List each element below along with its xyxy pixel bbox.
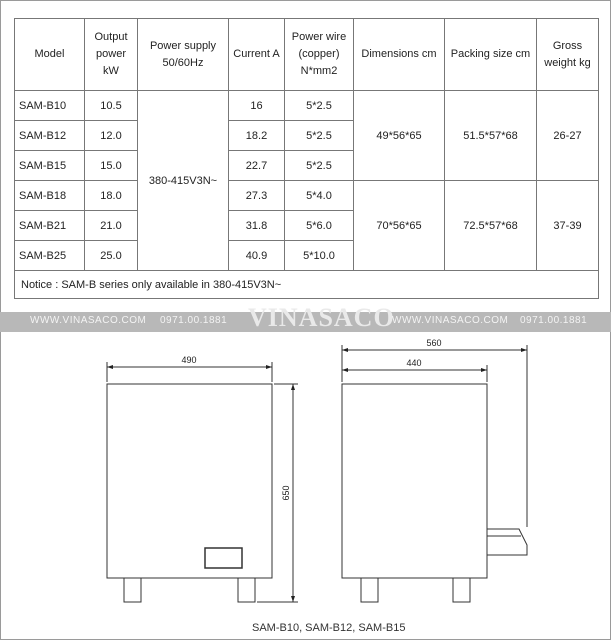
watermark-logo: VINASACO [248,303,395,332]
header-model: Model [15,19,85,91]
watermark-phone: 0971.00.1881 [160,315,228,326]
table-row [15,181,599,211]
cell-weight: 37-39 [537,181,599,271]
cell-output: 12.0 [85,121,138,151]
cell-current: 22.7 [229,151,285,181]
front-left-leg [124,578,141,602]
header-packing: Packing size cm [445,19,537,91]
cell-model: SAM-B12 [15,121,85,151]
drawing-caption: SAM-B10, SAM-B12, SAM-B15 [252,622,406,634]
cell-current: 31.8 [229,211,285,241]
cell-wire: 5*2.5 [285,91,354,121]
cell-model: SAM-B18 [15,181,85,211]
notice-row [15,271,599,299]
side-cabinet-body [342,384,487,578]
header-weight: Gross weight kg [537,19,599,91]
cell-output: 18.0 [85,181,138,211]
cell-current: 40.9 [229,241,285,271]
cell-packing: 72.5*57*68 [445,181,537,271]
cell-current: 16 [229,91,285,121]
side-overall-label: 560 [426,338,442,348]
cell-current: 18.2 [229,121,285,151]
cell-wire: 5*6.0 [285,211,354,241]
cell-model: SAM-B21 [15,211,85,241]
header-current: Current A [229,19,285,91]
front-right-leg [238,578,255,602]
header-power-wire: Power wire (copper) N*mm2 [285,19,354,91]
cell-output: 21.0 [85,211,138,241]
header-output: Output power kW [85,19,138,91]
cell-model: SAM-B15 [15,151,85,181]
cell-current: 27.3 [229,181,285,211]
watermark-phone: 0971.00.1881 [520,315,588,326]
notice-text: Notice : SAM-B series only available in 380-415V3N~ [15,271,599,299]
header-dimensions: Dimensions cm [354,19,445,91]
cell-wire: 5*4.0 [285,181,354,211]
cell-wire: 5*2.5 [285,151,354,181]
cell-power-supply: 380-415V3N~ [138,91,229,271]
cell-wire: 5*10.0 [285,241,354,271]
side-body-label: 440 [406,358,422,368]
side-heater-box [487,529,527,555]
front-cabinet-body [107,384,272,578]
cell-output: 25.0 [85,241,138,271]
table-row [15,91,599,121]
table-header-row [15,19,599,91]
cell-weight: 26-27 [537,91,599,181]
watermark-site: WWW.VINASACO.COM [392,315,509,326]
spec-table [14,18,599,299]
front-view [107,362,298,602]
cell-model: SAM-B10 [15,91,85,121]
side-left-leg [361,578,378,602]
dimension-drawing [0,333,611,623]
side-view [342,345,527,602]
watermark-site: WWW.VINASACO.COM [30,315,147,326]
cell-dimensions: 70*56*65 [354,181,445,271]
header-power-supply: Power supply 50/60Hz [138,19,229,91]
cell-model: SAM-B25 [15,241,85,271]
height-label: 650 [281,485,291,501]
front-width-label: 490 [181,355,197,365]
cell-wire: 5*2.5 [285,121,354,151]
cell-output: 15.0 [85,151,138,181]
cell-output: 10.5 [85,91,138,121]
cell-dimensions: 49*56*65 [354,91,445,181]
side-right-leg [453,578,470,602]
cell-packing: 51.5*57*68 [445,91,537,181]
